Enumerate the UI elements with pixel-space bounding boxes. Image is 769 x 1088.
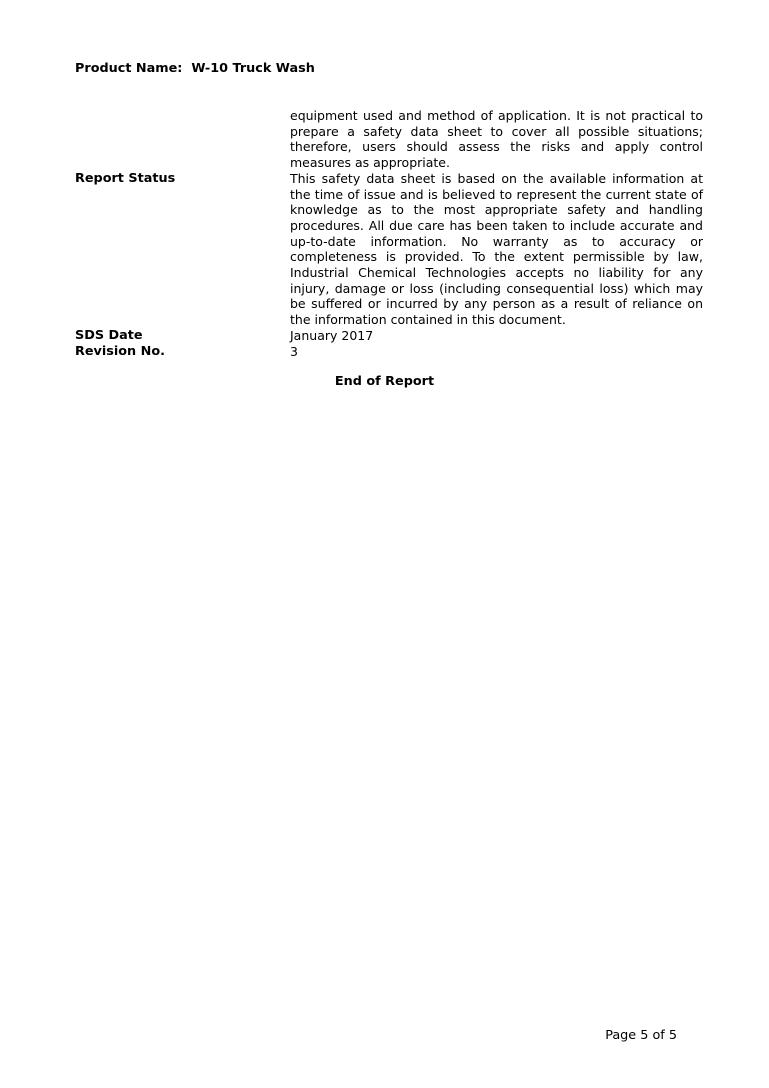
end-of-report-marker: End of Report <box>334 374 435 390</box>
product-name-value: W-10 Truck Wash <box>191 61 315 76</box>
revision-no-value: 3 <box>290 343 298 359</box>
report-status-label: Report Status <box>75 170 176 186</box>
sds-date-label: SDS Date <box>75 327 143 343</box>
continuation-paragraph: equipment used and method of application. It is not practical to prepare a safety data sheet to cover all possible situations; therefore, users should assess the risks and apply control measures as appropriate. <box>290 108 703 171</box>
revision-no-row <box>75 344 703 360</box>
document-body <box>75 108 703 390</box>
document-header <box>75 61 315 77</box>
report-status-text: This safety data sheet is based on the available information at the time of issue and is believed to represent the current state of knowledge as to the most appropriate safety and handling procedures. All due care has been taken to include accurate and up-to-date information. No warranty as to accuracy or completeness is provided. To the extent permissible by law, Industrial Chemical Technologies accepts no liability for any injury, damage or loss (including consequential loss) which may be suffered or incurred by any person as a result of reliance on the information contained in this document. <box>290 170 703 328</box>
sds-date-row <box>75 328 703 344</box>
continuation-row <box>75 108 703 171</box>
revision-no-label: Revision No. <box>75 343 165 359</box>
report-status-row <box>75 171 703 328</box>
sds-date-value: January 2017 <box>290 327 374 343</box>
product-name-label: Product Name: <box>75 61 183 76</box>
page-number-indicator: Page 5 of 5 <box>605 1028 677 1043</box>
